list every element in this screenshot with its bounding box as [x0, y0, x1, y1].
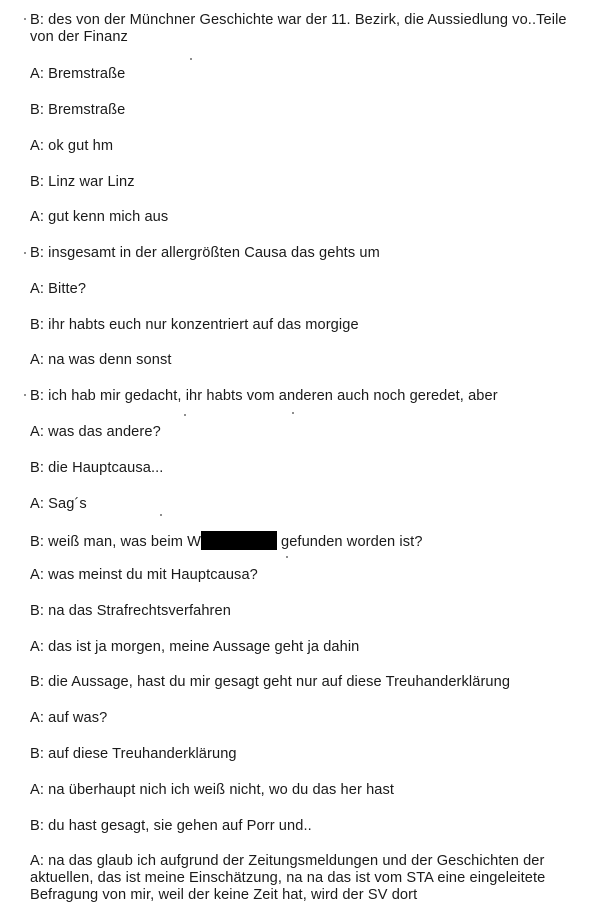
scan-speck	[286, 556, 288, 558]
transcript-line: B: na das Strafrechtsverfahren	[30, 603, 231, 619]
transcript-line: B: auf diese Treuhanderklärung	[30, 746, 237, 762]
scan-speck	[160, 514, 162, 516]
transcript-line: B: ich hab mir gedacht, ihr habts vom anderen auch noch geredet, aber	[30, 388, 498, 404]
transcript-line: B: des von der Münchner Geschichte war der 11. Bezirk, die Aussiedlung vo..Teile von der Finanz	[30, 12, 567, 45]
transcript-line: A: was meinst du mit Hauptcausa?	[30, 567, 258, 583]
redacted-line-after: gefunden worden ist?	[280, 534, 423, 550]
transcript-line: B: Bremstraße	[30, 102, 126, 118]
transcript-line: B: die Aussage, hast du mir gesagt geht nur auf diese Treuhanderklärung	[30, 674, 511, 690]
scan-speck	[292, 412, 294, 414]
transcript-line: B: du hast gesagt, sie gehen auf Porr und..	[30, 818, 312, 834]
transcript-line: B: insgesamt in der allergrößten Causa das gehts um	[30, 245, 380, 261]
transcript-line: A: gut kenn mich aus	[30, 209, 169, 225]
transcript-line: A: Bitte?	[30, 281, 87, 297]
transcript-line: B: ihr habts euch nur konzentriert auf das morgige	[30, 317, 359, 333]
transcript-line: A: was das andere?	[30, 424, 161, 440]
transcript-line: A: na was denn sonst	[30, 352, 172, 368]
scan-speck	[190, 58, 192, 60]
transcript-line: A: Sag´s	[30, 496, 87, 512]
transcript-line: A: na überhaupt nich ich weiß nicht, wo du das her hast	[30, 782, 395, 798]
transcript-line: B: die Hauptcausa...	[30, 460, 164, 476]
transcript-line: B: Linz war Linz	[30, 174, 135, 190]
scan-speck	[24, 394, 26, 396]
transcript-line: A: das ist ja morgen, meine Aussage geht ja dahin	[30, 639, 360, 655]
scan-speck	[184, 414, 186, 416]
scan-speck	[24, 252, 26, 254]
transcript-line: A: ok gut hm	[30, 138, 114, 154]
transcript-line: A: Bremstraße	[30, 66, 126, 82]
redacted-line-before: B: weiß man, was beim W	[30, 534, 201, 550]
transcript-line: A: auf was?	[30, 710, 108, 726]
scan-speck	[24, 18, 26, 20]
transcript-line: A: na das glaub ich aufgrund der Zeitungsmeldungen und der Geschichten der aktuellen, das ist meine Einschätzung, na na das ist vom STA eine eingeleitete Befragung von mir, weil der keine Zeit hat, wird der SV dort	[30, 853, 546, 903]
transcript-line-redacted	[30, 531, 580, 551]
redaction-block	[201, 531, 277, 550]
